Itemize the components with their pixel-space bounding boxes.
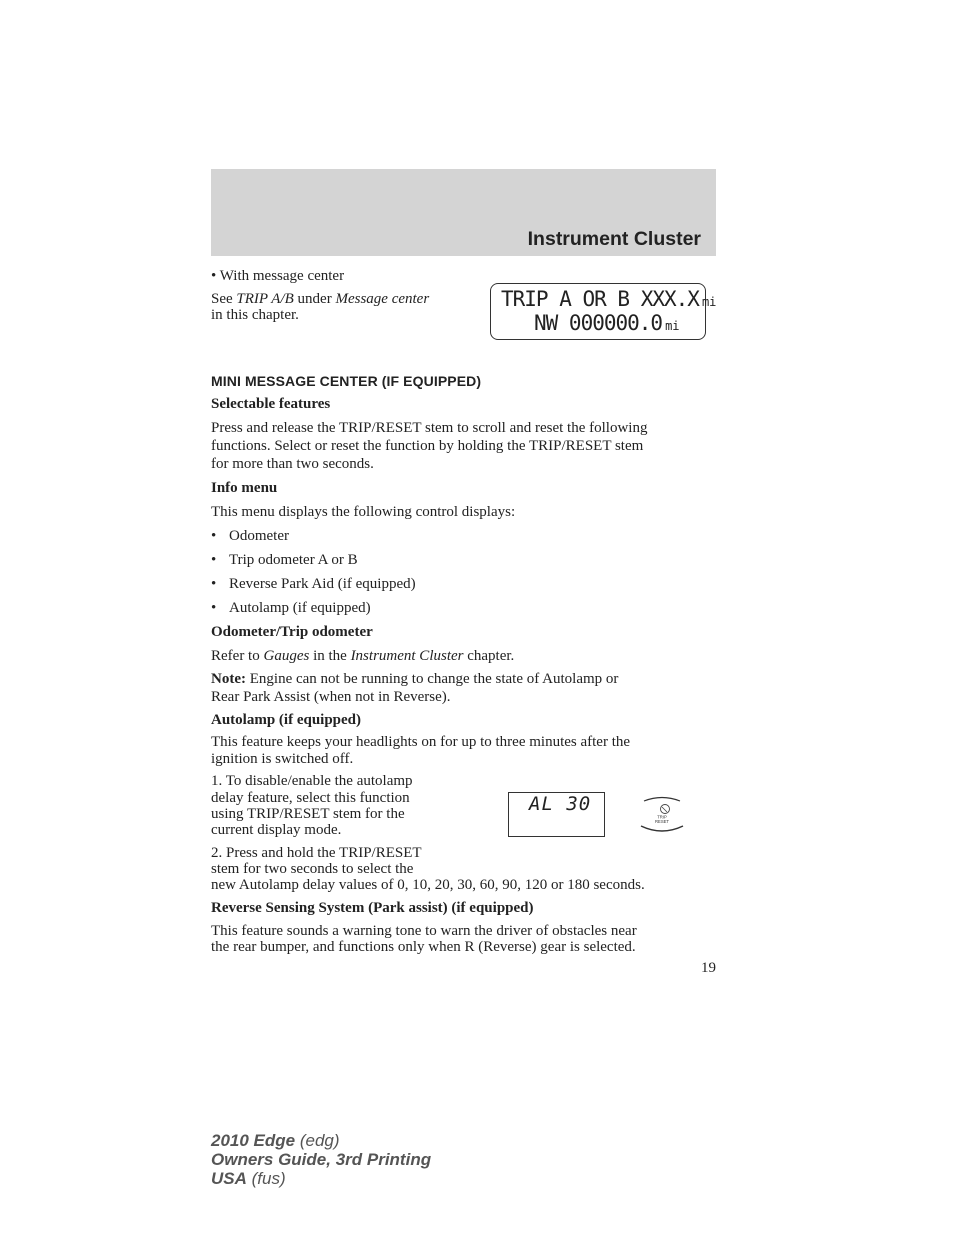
autolamp-lcd-display — [508, 792, 605, 837]
autolamp-heading: Autolamp (if equipped) — [211, 712, 362, 728]
note-line-2: Rear Park Assist (when not in Reverse). — [211, 689, 451, 705]
step1-line-4: current display mode. — [211, 822, 342, 838]
list-item: • Trip odometer A or B — [211, 552, 358, 568]
reverse-line-2: the rear bumper, and functions only when R (Reverse) gear is selected. — [211, 939, 636, 955]
document-footer — [211, 1131, 431, 1188]
stem-label-reset: RESET — [655, 819, 669, 824]
selectable-heading: Selectable features — [211, 396, 331, 412]
intro-bullet: • With message center — [211, 268, 345, 284]
info-intro: This menu displays the following control displays: — [211, 504, 516, 520]
footer-region-line: USA (fus) — [211, 1169, 286, 1188]
list-item: • Reverse Park Aid (if equipped) — [211, 576, 416, 592]
step1-line-1: 1. To disable/enable the autolamp — [211, 773, 413, 789]
note-line-1: Note: Engine can not be running to change the state of Autolamp or — [211, 671, 619, 687]
trip-lcd-display — [490, 283, 717, 340]
intro-see-line-2: in this chapter. — [211, 307, 299, 323]
trip-reset-stem-icon — [638, 796, 686, 834]
lcd-line-1: TRIP A OR B XXX.X mi — [501, 287, 717, 311]
autolamp-line-2: ignition is switched off. — [211, 751, 354, 767]
autolamp-line-1: This feature keeps your headlights on for up to three minutes after the — [211, 734, 631, 750]
section-heading: MINI MESSAGE CENTER (IF EQUIPPED) — [211, 373, 482, 389]
footer-model-line: 2010 Edge (edg) — [211, 1131, 340, 1150]
list-item: • Autolamp (if equipped) — [211, 600, 371, 616]
chapter-header-band — [211, 169, 716, 256]
step2-line-1: 2. Press and hold the TRIP/RESET — [211, 845, 422, 861]
step1-line-2: delay feature, select this function — [211, 790, 410, 806]
page-number: 19 — [701, 960, 716, 976]
list-item: • Odometer — [211, 528, 289, 544]
step1-line-3: using TRIP/RESET stem for the — [211, 806, 405, 822]
footer-guide-line: Owners Guide, 3rd Printing — [211, 1150, 432, 1169]
selectable-line-3: for more than two seconds. — [211, 456, 374, 472]
refer-line: Refer to Gauges in the Instrument Cluster chapter. — [211, 648, 515, 664]
info-heading: Info menu — [211, 480, 278, 496]
selectable-line-1: Press and release the TRIP/RESET stem to scroll and reset the following — [211, 420, 648, 436]
selectable-line-2: functions. Select or reset the function by holding the TRIP/RESET stem — [211, 438, 644, 454]
intro-see-line: See TRIP A/B under Message center — [211, 291, 430, 307]
lcd-line-2: NW 000000.0 mi — [534, 311, 680, 335]
reverse-heading: Reverse Sensing System (Park assist) (if equipped) — [211, 900, 534, 916]
stem-label-trip: TRIP — [657, 814, 667, 820]
step2-line-3: new Autolamp delay values of 0, 10, 20, 30, 60, 90, 120 or 180 seconds. — [211, 877, 645, 893]
autolamp-lcd-text: AL 30 — [529, 793, 592, 815]
reverse-line-1: This feature sounds a warning tone to warn the driver of obstacles near — [211, 923, 637, 939]
step2-line-2: stem for two seconds to select the — [211, 861, 414, 877]
odometer-heading: Odometer/Trip odometer — [211, 624, 373, 640]
chapter-title: Instrument Cluster — [527, 228, 701, 250]
